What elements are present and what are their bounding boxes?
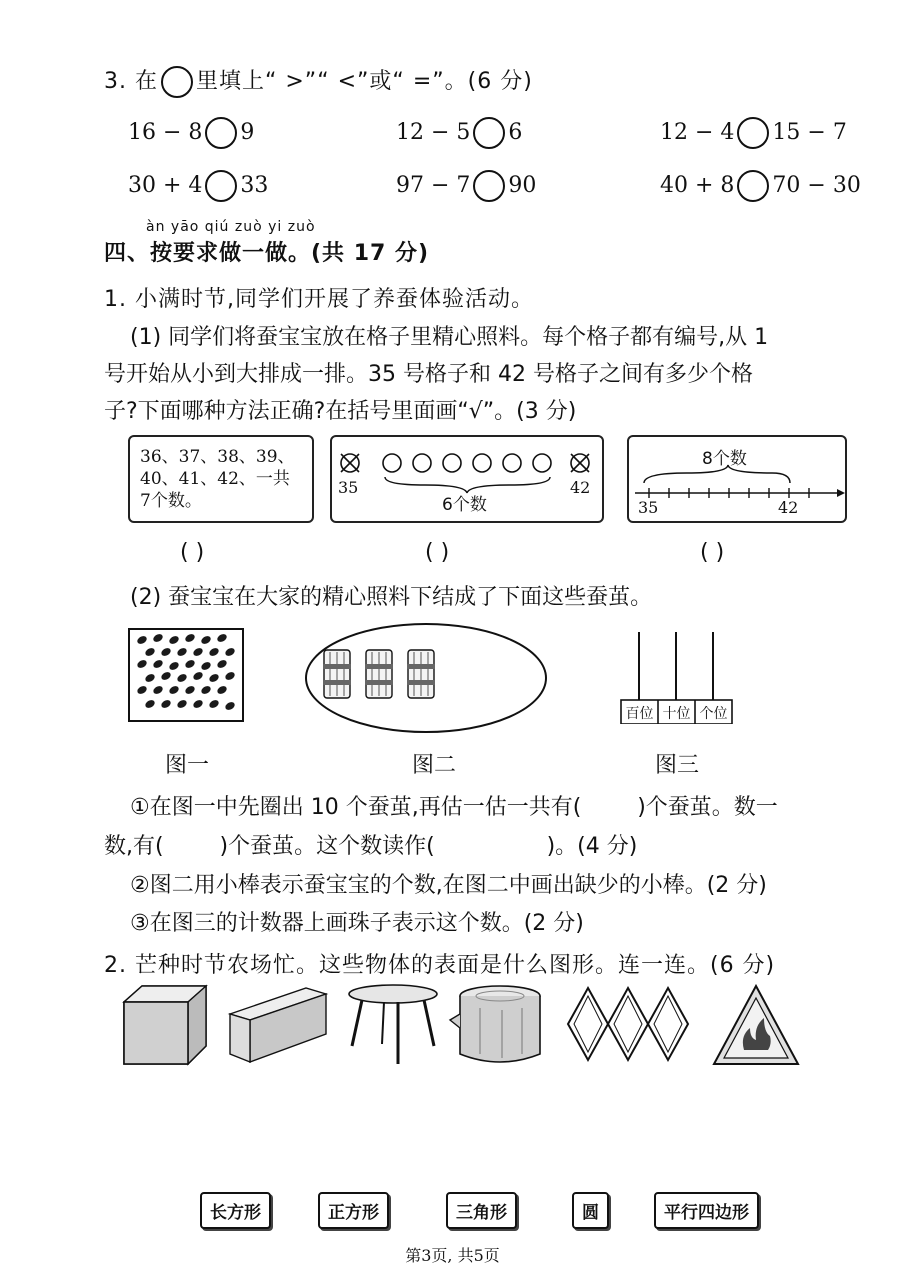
answer-circle[interactable]: [737, 117, 769, 149]
box2-left-num: 35: [338, 478, 359, 497]
box3-right-num: 42: [778, 498, 799, 517]
fig-label-1: 图一: [165, 753, 210, 778]
abacus-label-tens: 十位: [662, 706, 691, 722]
answer-circle[interactable]: [473, 117, 505, 149]
fig-label-3: 图三: [655, 753, 700, 778]
answer-circle[interactable]: [205, 117, 237, 149]
box2-right-num: 42: [570, 478, 591, 497]
shape-label-rectangle[interactable]: 长方形: [200, 1192, 271, 1229]
shape-label-triangle[interactable]: 三角形: [446, 1192, 517, 1229]
q1-title: 1. 小满时节,同学们开展了养蚕体验活动。: [104, 287, 534, 312]
answer-paren-2[interactable]: ( ): [425, 540, 450, 565]
q1-part1-line1: (1) 同学们将蚕宝宝放在格子里精心照料。每个格子都有编号,从 1: [130, 325, 769, 350]
sub-question-1-line2: 数,有( )个蚕茧。这个数读作( )。(4 分): [104, 834, 638, 859]
q3-item-6: 40 + 8 70 − 30: [660, 170, 861, 202]
section4-pinyin: àn yāo qiú zuò yi zuò: [146, 219, 316, 235]
page-footer: 第3页, 共5页: [405, 1246, 500, 1265]
box3-count: 8个数: [702, 449, 747, 469]
shape-label-square[interactable]: 正方形: [318, 1192, 389, 1229]
q3-item-3: 12 − 4 15 − 7: [660, 117, 847, 149]
q3-item-2: 12 − 5 6: [396, 117, 522, 149]
crossed-circle-icon: [571, 454, 589, 472]
diamond-pattern-icon: [568, 988, 688, 1060]
shape-label-circle[interactable]: 圆: [572, 1192, 609, 1229]
q3-item-4: 30 + 4 33: [128, 170, 268, 202]
q1-part1-line2: 号开始从小到大排成一排。35 号格子和 42 号格子之间有多少个格: [104, 362, 753, 387]
fig-label-2: 图二: [412, 753, 457, 778]
method-box-1-text: 36、37、38、39、 40、41、42、一共 7个数。: [140, 447, 295, 511]
answer-paren-1[interactable]: ( ): [180, 540, 205, 565]
sub-question-1-line1: ①在图一中先圈出 10 个蚕茧,再估一估一共有( )个蚕茧。数一: [130, 795, 778, 820]
stick-bundle-icon: [323, 650, 351, 698]
cocoon-grid-figure[interactable]: [128, 628, 244, 722]
answer-paren-3[interactable]: ( ): [700, 540, 725, 565]
stick-bundle-icon: [407, 650, 435, 698]
cube-icon: [124, 986, 206, 1064]
section4-title: 四、按要求做一做。(共 17 分): [104, 241, 430, 266]
tree-stump-icon: [450, 986, 540, 1062]
q2-title: 2. 芒种时节农场忙。这些物体的表面是什么图形。连一连。(6 分): [104, 953, 776, 978]
circle-row: [383, 454, 551, 472]
answer-circle[interactable]: [737, 170, 769, 202]
q1-part1-line3: 子?下面哪种方法正确?在括号里面画“√”。(3 分): [104, 399, 577, 424]
box3-left-num: 35: [638, 498, 659, 517]
abacus-label-ones: 个位: [699, 706, 728, 722]
shape-label-parallelogram[interactable]: 平行四边形: [654, 1192, 759, 1229]
answer-circle[interactable]: [473, 170, 505, 202]
sub-question-3: ③在图三的计数器上画珠子表示这个数。(2 分): [130, 911, 584, 936]
q3-item-5: 97 − 7 90: [396, 170, 536, 202]
q1-part2: (2) 蚕宝宝在大家的精心照料下结成了下面这些蚕茧。: [130, 585, 653, 610]
fire-warning-sign-icon: [714, 986, 798, 1064]
box2-count: 6个数: [442, 495, 487, 515]
answer-circle[interactable]: [205, 170, 237, 202]
sub-question-2: ②图二用小棒表示蚕宝宝的个数,在图二中画出缺少的小棒。(2 分): [130, 873, 767, 898]
stick-bundle-icon: [365, 650, 393, 698]
crossed-circle-icon: [341, 454, 359, 472]
stick-bundles-figure[interactable]: [304, 622, 548, 734]
q3-title: 3. 在 里填上“ >”“ <”或“ =”。(6 分): [104, 64, 533, 98]
brick-icon: [230, 988, 326, 1062]
q3-item-1: 16 − 8 9: [128, 117, 254, 149]
compare-circle-icon: [161, 66, 193, 98]
abacus-label-hundreds: 百位: [625, 706, 654, 722]
objects-row: [120, 984, 810, 1066]
round-table-icon: [349, 985, 437, 1064]
